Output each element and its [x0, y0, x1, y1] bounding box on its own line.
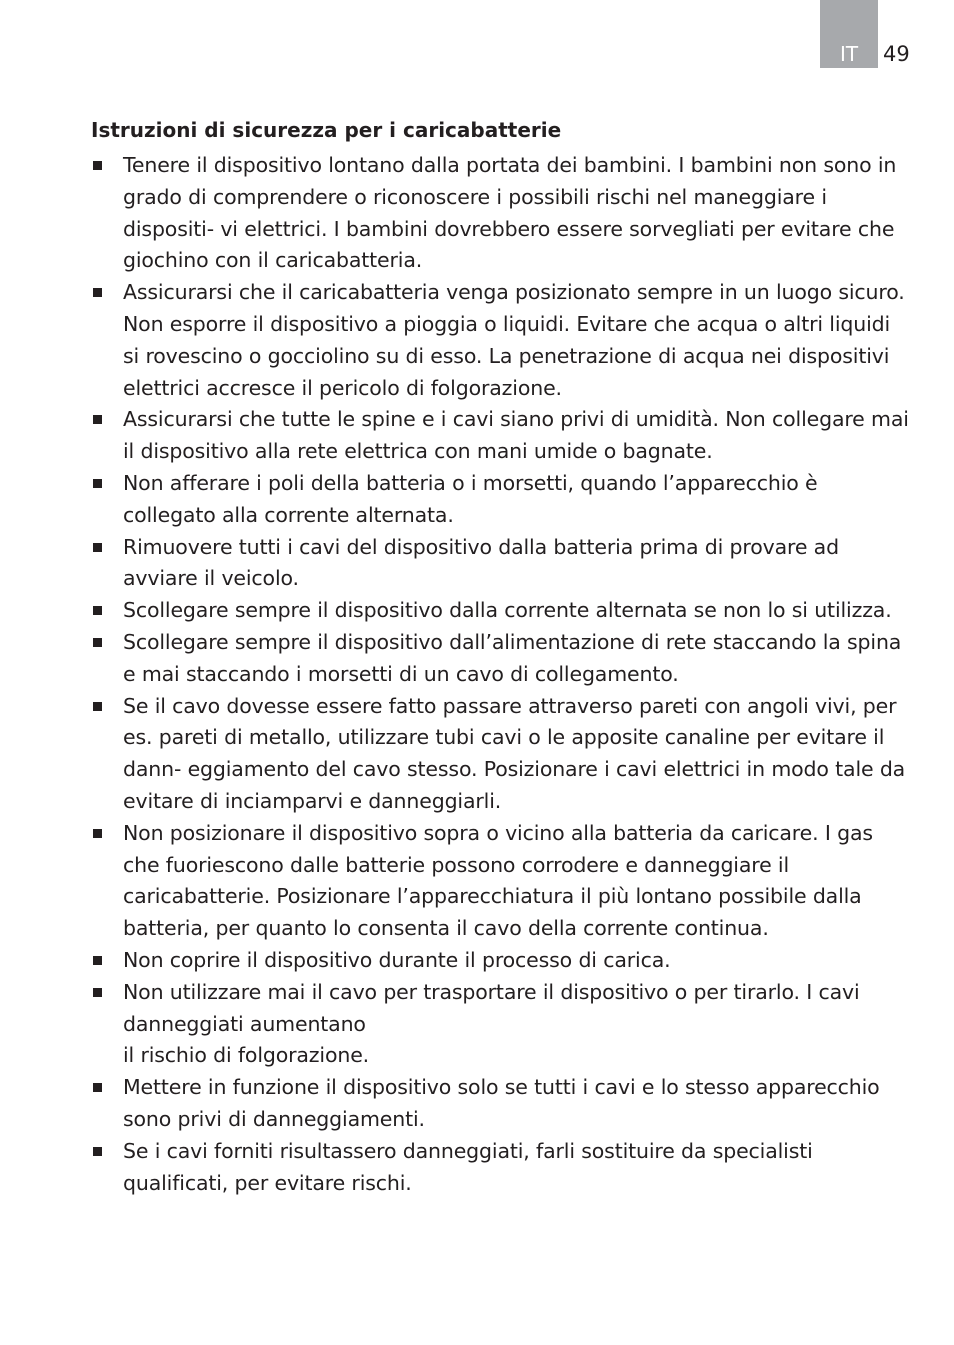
list-item-text: Se il cavo dovesse essere fatto passare attraverso pareti con angoli vivi, per es. pareti di metallo, utilizzare tubi cavi o le apposite canaline per evitare il dann- eggiamento del cavo stesso. Posizionare i cavi elettrici in modo tale da evitare di inciamparvi e danneggiarli.: [123, 693, 906, 813]
list-item: [91, 468, 911, 532]
square-bullet-icon: [93, 161, 102, 170]
list-item-text: Rimuovere tutti i cavi del dispositivo dalla batteria prima di provare ad avviare il veicolo.: [123, 534, 839, 591]
square-bullet-icon: [93, 543, 102, 552]
list-item: [91, 945, 911, 977]
square-bullet-icon: [93, 702, 102, 711]
square-bullet-icon: [93, 1147, 102, 1156]
list-item-text: Scollegare sempre il dispositivo dall’alimentazione di rete staccando la spina e mai staccando i morsetti di un cavo di collegamento.: [123, 629, 902, 686]
square-bullet-icon: [93, 606, 102, 615]
square-bullet-icon: [93, 1083, 102, 1092]
list-item: [91, 691, 911, 818]
list-item-text: Se i cavi forniti risultassero danneggiati, farli sostituire da specialisti qualificati, per evitare rischi.: [123, 1138, 813, 1195]
list-item: [91, 150, 911, 277]
language-tab: [820, 0, 878, 68]
list-item: [91, 1072, 911, 1136]
section-title: Istruzioni di sicurezza per i caricabatterie: [91, 118, 562, 142]
square-bullet-icon: [93, 988, 102, 997]
square-bullet-icon: [93, 288, 102, 297]
list-item-text: Non coprire il dispositivo durante il processo di carica.: [123, 947, 671, 972]
list-item: [91, 1136, 911, 1200]
square-bullet-icon: [93, 415, 102, 424]
list-item: [91, 404, 911, 468]
page-content: [91, 114, 911, 1199]
list-item-text: Scollegare sempre il dispositivo dalla corrente alternata se non lo si utilizza.: [123, 598, 892, 623]
list-item-text: Tenere il dispositivo lontano dalla portata dei bambini. I bambini non sono in grado di comprendere o riconoscere i possibili rischi nel maneggiare i dispositi- vi elettrici. I bambini dovrebbero essere sorvegliati per evitare che giochino con il caricabatteria.: [123, 153, 897, 273]
list-item: [91, 595, 911, 627]
list-item: [91, 977, 911, 1072]
square-bullet-icon: [93, 956, 102, 965]
page-number: 49: [883, 42, 910, 66]
list-item-text: Non posizionare il dispositivo sopra o vicino alla batteria da caricare. I gas che fuoriescono dalle batterie possono corrodere e danneggiare il caricabatterie. Posizionare l’apparecchiatura il più lontano possibile dalla batteria, per quanto lo consenta il cavo della corrente continua.: [123, 820, 873, 941]
square-bullet-icon: [93, 638, 102, 647]
list-item-text: Assicurarsi che tutte le spine e i cavi siano privi di umidità. Non collegare mai il dispositivo alla rete elettrica con mani umide o bagnate.: [123, 407, 909, 464]
list-item: [91, 277, 911, 404]
safety-instructions-list: [91, 150, 911, 1199]
list-item: [91, 818, 911, 945]
list-item: [91, 532, 911, 596]
list-item-text: Assicurarsi che il caricabatteria venga posizionato sempre in un luogo sicuro. Non esporre il dispositivo a pioggia o liquidi. Evitare che acqua o altri liquidi si rovescino o gocciolino su di esso. La penetrazione di acqua nei dispositivi elettrici accresce il pericolo di folgorazione.: [123, 280, 905, 400]
list-item-text: Non afferare i poli della batteria o i morsetti, quando l’apparecchio è collegato alla corrente alternata.: [123, 470, 818, 527]
list-item-text: Non utilizzare mai il cavo per trasportare il dispositivo o per tirarlo. I cavi danneggiati aumentano il rischio di folgorazione.: [123, 979, 860, 1068]
list-item: [91, 627, 911, 691]
square-bullet-icon: [93, 829, 102, 838]
language-tab-label: IT: [839, 42, 859, 66]
square-bullet-icon: [93, 479, 102, 488]
list-item-text: Mettere in funzione il dispositivo solo se tutti i cavi e lo stesso apparecchio sono privi di danneggiamenti.: [123, 1075, 880, 1131]
